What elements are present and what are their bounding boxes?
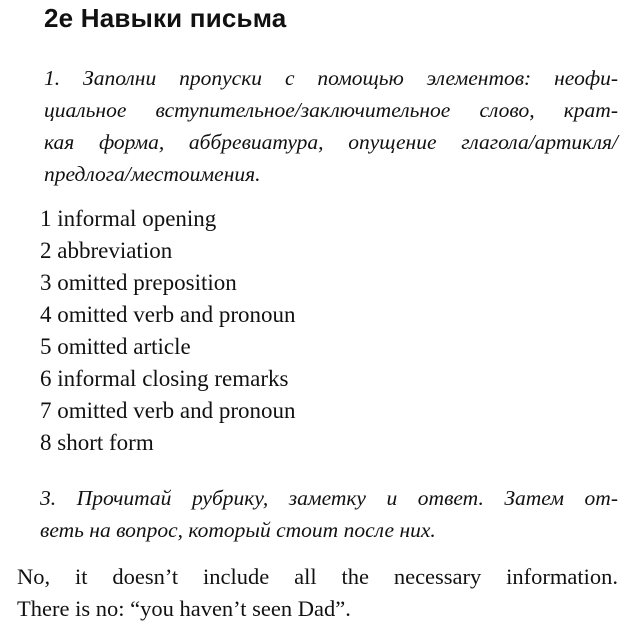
answer-list (40, 203, 296, 459)
task-1-line: предлога/местоимения. (44, 162, 261, 186)
list-item: 3 omitted preposition (40, 270, 237, 295)
task-1-line: циальное вступительное/заключительное слово, крат- (44, 98, 618, 122)
list-item: 1 informal opening (40, 206, 217, 231)
task-3-line: 3. Прочитай рубрику, заметку и ответ. Затем от- (40, 486, 618, 510)
task-3-line: веть на вопрос, который стоит после них. (40, 518, 436, 542)
list-item: 7 omitted verb and pronoun (40, 398, 296, 423)
task-1-line: кая форма, аббревиатура, опущение глагола/артикля/ (44, 130, 618, 154)
answer-line: There is no: “you haven’t seen Dad”. (17, 596, 351, 621)
list-item: 4 omitted verb and pronoun (40, 302, 296, 327)
list-item: 6 informal closing remarks (40, 366, 289, 391)
task-1-instruction (44, 62, 618, 190)
task-3-answer (17, 561, 618, 625)
section-title: 2e Навыки письма (44, 3, 287, 33)
task-1-line: 1. Заполни пропуски с помощью элементов: неофи- (44, 66, 618, 90)
answer-line: No, it doesn’t include all the necessary information. (17, 564, 618, 589)
list-item: 8 short form (40, 430, 154, 455)
list-item: 5 omitted article (40, 334, 191, 359)
list-item: 2 abbreviation (40, 238, 173, 263)
task-3-instruction (40, 482, 618, 546)
